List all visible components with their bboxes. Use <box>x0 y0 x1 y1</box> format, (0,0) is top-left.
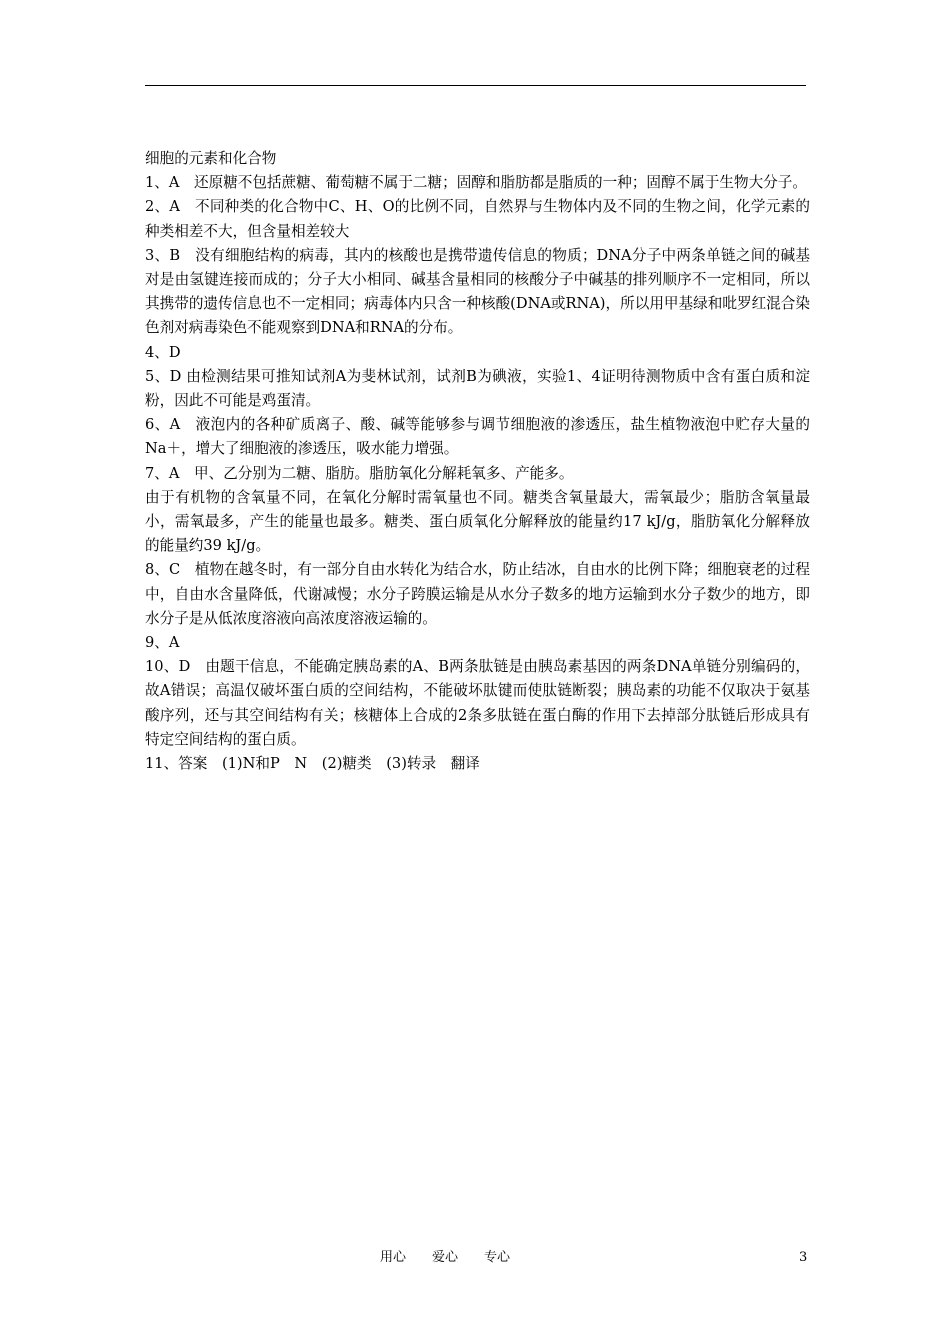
answer-1: 1、A 还原糖不包括蔗糖、葡萄糖不属于二糖；固醇和脂肪都是脂质的一种；固醇不属于生物大分子。 <box>145 174 807 192</box>
answer-8: 8、C 植物在越冬时，有一部分自由水转化为结合水，防止结冰，自由水的比例下降；细胞衰老的过程中，自由水含量降低，代谢减慢；水分子跨膜运输是从水分子数多的地方运输到水分子数少的地方，即水分子是从低浓度溶液向高浓度溶液运输的。 <box>145 561 810 627</box>
answer-10: 10、D 由题干信息，不能确定胰岛素的A、B两条肽链是由胰岛素基因的两条DNA单链分别编码的，故A错误；高温仅破坏蛋白质的空间结构，不能破坏肽键而使肽链断裂；胰岛素的功能不仅取决于氨基酸序列，还与其空间结构有关；核糖体上合成的2条多肽链在蛋白酶的作用下去掉部分肽链后形成具有特定空间结构的蛋白质。 <box>145 658 810 748</box>
answer-6: 6、A 液泡内的各种矿质离子、酸、碱等能够参与调节细胞液的渗透压，盐生植物液泡中贮存大量的Na＋，增大了细胞液的渗透压，吸水能力增强。 <box>145 416 810 458</box>
header-rule <box>145 85 806 86</box>
answer-7: 7、A 甲、乙分别为二糖、脂肪。脂肪氧化分解耗氧多、产能多。 <box>145 464 574 482</box>
document-body <box>145 147 810 776</box>
answer-7-explanation: 由于有机物的含氧量不同，在氧化分解时需氧量也不同。糖类含氧量最大，需氧最少；脂肪含氧量最小，需氧最多，产生的能量也最多。糖类、蛋白质氧化分解释放的能量约17 kJ/g，脂肪氧化分解释放的能量约39 kJ/g。 <box>145 488 810 555</box>
section-title: 细胞的元素和化合物 <box>145 150 277 167</box>
answer-4: 4、D <box>145 343 181 361</box>
answer-3: 3、B 没有细胞结构的病毒，其内的核酸也是携带遗传信息的物质；DNA分子中两条单链之间的碱基对是由氢键连接而成的；分子大小相同、碱基含量相同的核酸分子中碱基的排列顺序不一定相同，所以其携带的遗传信息也不一定相同；病毒体内只含一种核酸(DNA或RNA)，所以用甲基绿和吡罗红混合染色剂对病毒染色不能观察到DNA和RNA的分布。 <box>145 246 810 337</box>
answer-9: 9、A <box>145 634 180 652</box>
footer-slogan: 用心 爱心 专心 <box>380 1250 511 1265</box>
answer-5: 5、D 由检测结果可推知试剂A为斐林试剂，试剂B为碘液，实验1、4证明待测物质中含有蛋白质和淀粉，因此不可能是鸡蛋清。 <box>145 367 810 410</box>
answer-11: 11、答案 (1)N和P N (2)糖类 (3)转录 翻译 <box>145 755 480 773</box>
answer-2: 2、A 不同种类的化合物中C、H、O的比例不同，自然界与生物体内及不同的生物之间，化学元素的种类相差不大，但含量相差较大 <box>145 198 810 240</box>
page-number: 3 <box>799 1250 808 1265</box>
